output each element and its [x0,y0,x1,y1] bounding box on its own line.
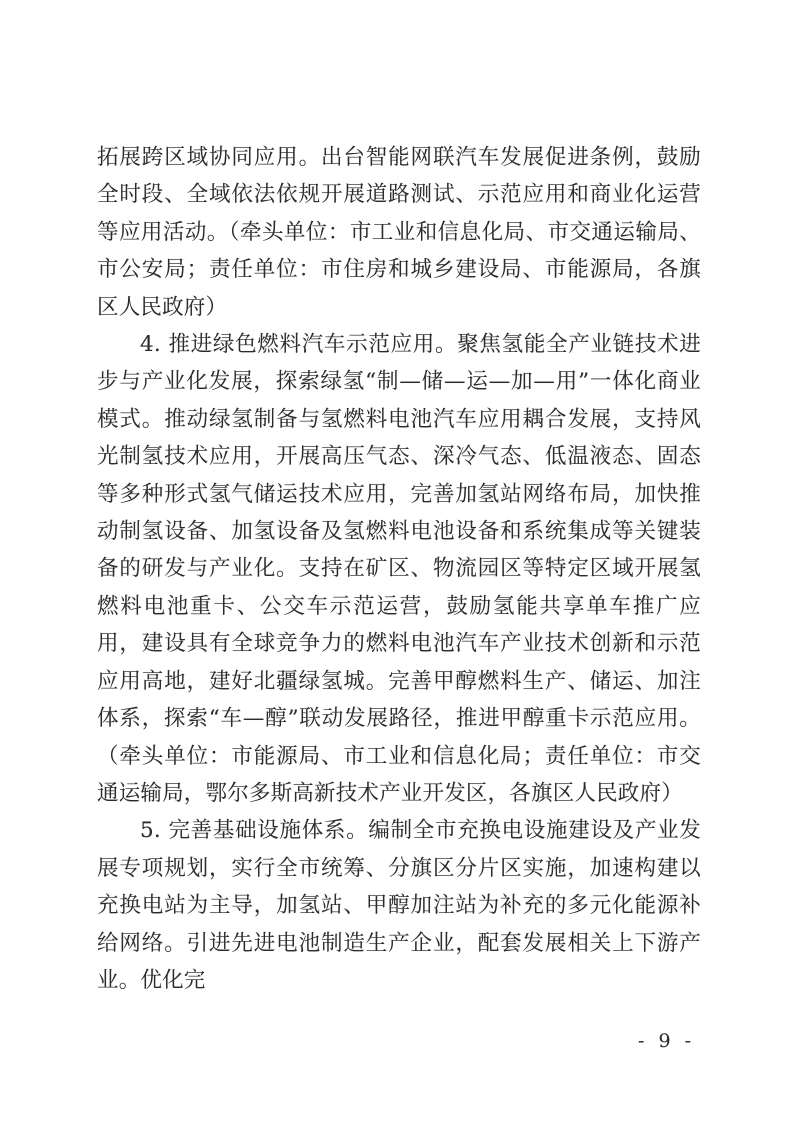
document-text-block [97,139,701,999]
paragraph-continuation: 拓展跨区域协同应用。出台智能网联汽车发展促进条例，鼓励全时段、全域依法依规开展道路测试、示范应用和商业化运营等应用活动。（牵头单位：市工业和信息化局、市交通运输局、市公安局；责任单位：市住房和城乡建设局、市能源局，各旗区人民政府） [97,145,701,320]
paragraph-item-5-infrastructure: 5. 完善基础设施体系。编制全市充换电设施建设及产业发展专项规划，实行全市统筹、分旗区分片区实施，加速构建以充换电站为主导，加氢站、甲醇加注站为补充的多元化能源补给网络。引进先进电池制造生产企业，配套发展相关上下游产业。优化完 [97,818,701,993]
paragraph-item-4-green-fuel-vehicles: 4. 推进绿色燃料汽车示范应用。聚焦氢能全产业链技术进步与产业化发展，探索绿氢“制—储—运—加—用”一体化商业模式。推动绿氢制备与氢燃料电池汽车应用耦合发展，支持风光制氢技术应用，开展高压气态、深冷气态、低温液态、固态等多种形式氢气储运技术应用，完善加氢站网络布局，加快推动制氢设备、加氢设备及氢燃料电池设备和系统集成等关键装备的研发与产业化。支持在矿区、物流园区等特定区域开展氢燃料电池重卡、公交车示范运营，鼓励氢能共享单车推广应用，建设具有全球竞争力的燃料电池汽车产业技术创新和示范应用高地，建好北疆绿氢城。完善甲醇燃料生产、储运、加注体系，探索“车—醇”联动发展路径，推进甲醇重卡示范应用。（牵头单位：市能源局、市工业和信息化局；责任单位：市交通运输局，鄂尔多斯高新技术产业开发区，各旗区人民政府） [97,332,701,806]
page-number: - 9 - [637,1030,695,1052]
